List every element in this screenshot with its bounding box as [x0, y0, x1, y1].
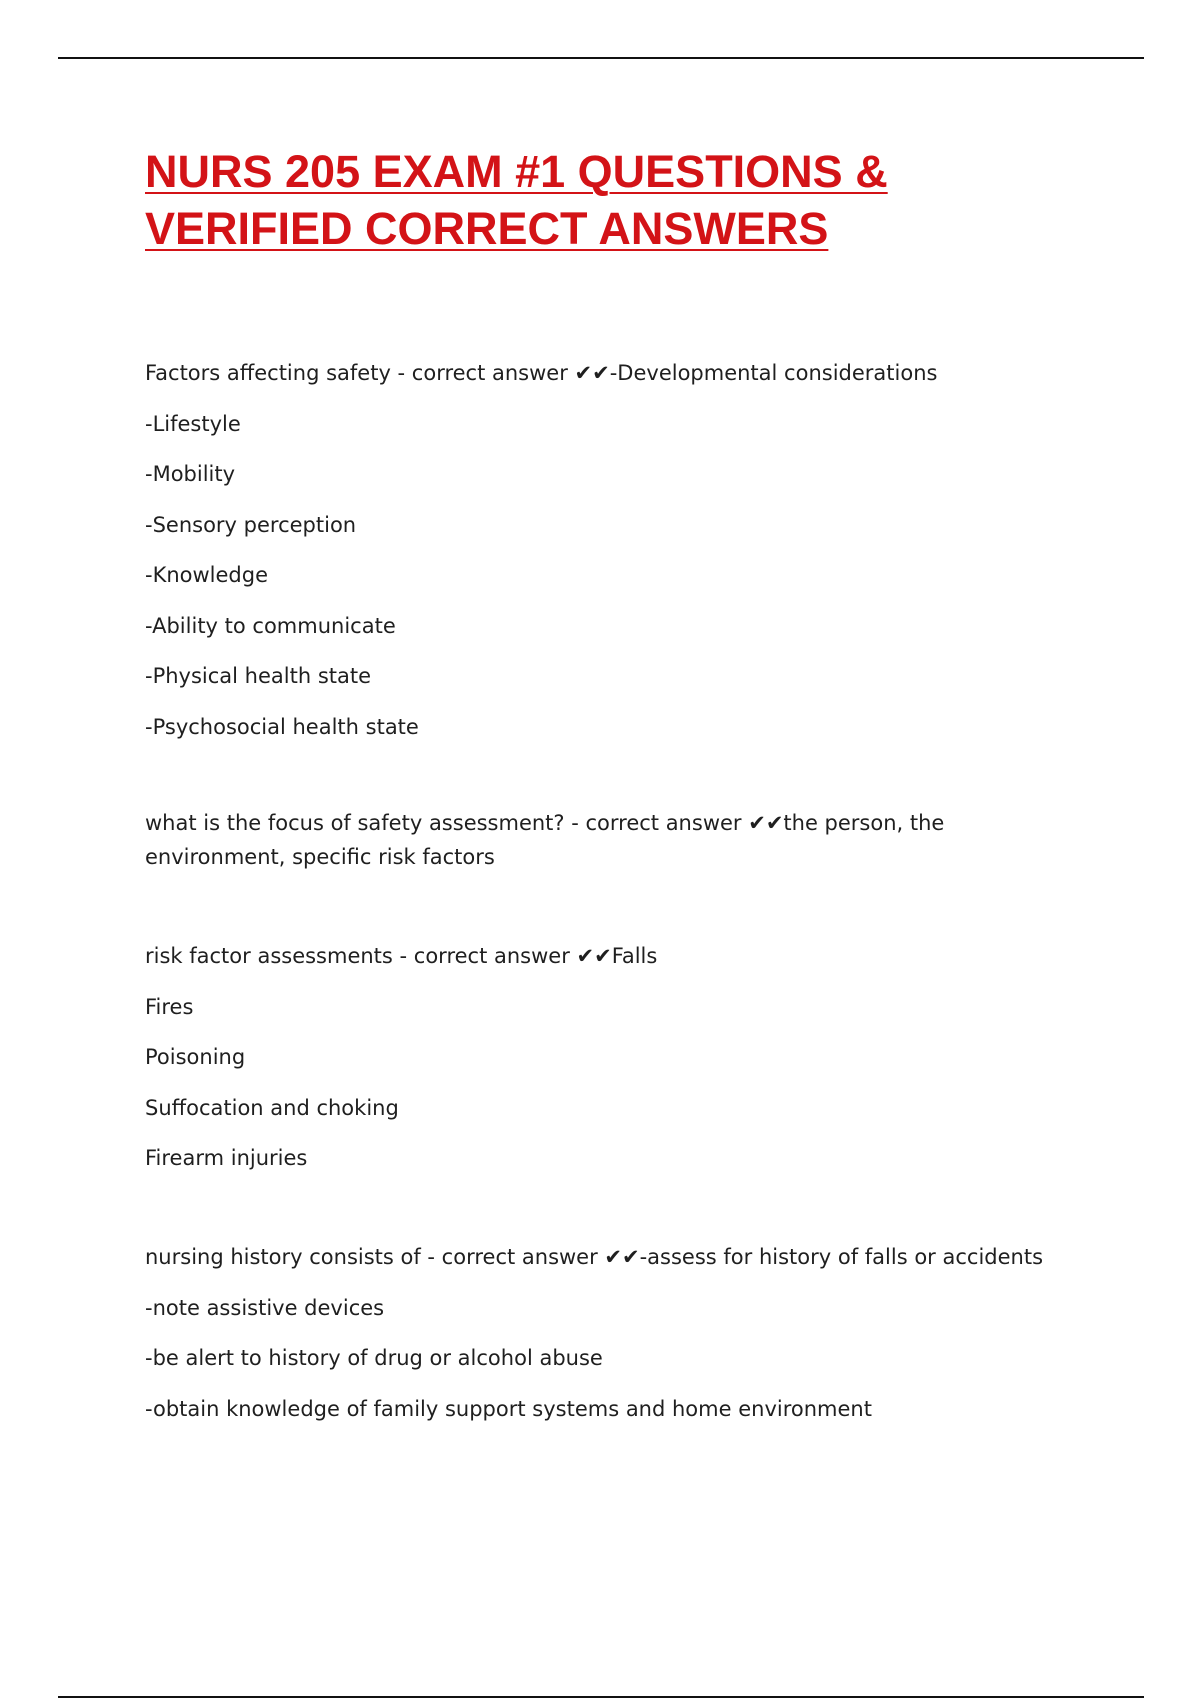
- answer-list-item: Poisoning: [145, 1045, 246, 1069]
- qa-block-focus-of-safety-assessment: [145, 806, 1065, 874]
- answer-list-item: -obtain knowledge of family support systems and home environment: [145, 1396, 872, 1421]
- question-answer-line: nursing history consists of - correct answer ✔✔-assess for history of falls or accidents: [145, 1245, 1044, 1269]
- page-title: [145, 143, 1045, 257]
- question-answer-line: risk factor assessments - correct answer ✔✔Falls: [145, 944, 658, 968]
- answer-list-item: Fires: [145, 994, 194, 1019]
- answer-list-item: -Mobility: [145, 462, 236, 486]
- answer-list-item: -Knowledge: [145, 563, 269, 587]
- qa-block-factors-affecting-safety: [145, 356, 1065, 760]
- answer-list-item: -Psychosocial health state: [145, 714, 419, 739]
- answer-list-item: Suffocation and choking: [145, 1095, 399, 1120]
- answer-list-item: -Lifestyle: [145, 411, 241, 436]
- qa-block-nursing-history: [145, 1240, 1065, 1442]
- qa-block-risk-factor-assessments: [145, 939, 1065, 1192]
- answer-list-item: -Physical health state: [145, 664, 372, 688]
- page-title-line-2: VERIFIED CORRECT ANSWERS: [145, 203, 829, 254]
- answer-list-item: Firearm injuries: [145, 1146, 308, 1170]
- top-horizontal-rule: [58, 57, 1144, 59]
- answer-list-item: -Ability to communicate: [145, 613, 396, 638]
- answer-list-item: -be alert to history of drug or alcohol abuse: [145, 1346, 603, 1370]
- question-answer-line: what is the focus of safety assessment? - correct answer ✔✔the person, the environment, specific risk factors: [145, 811, 945, 869]
- question-answer-line: Factors affecting safety - correct answer ✔✔-Developmental considerations: [145, 361, 938, 385]
- answer-list-item: -Sensory perception: [145, 512, 357, 537]
- bottom-horizontal-rule: [58, 1696, 1144, 1698]
- page-title-line-1: NURS 205 EXAM #1 QUESTIONS &: [145, 146, 888, 197]
- answer-list-item: -note assistive devices: [145, 1295, 385, 1320]
